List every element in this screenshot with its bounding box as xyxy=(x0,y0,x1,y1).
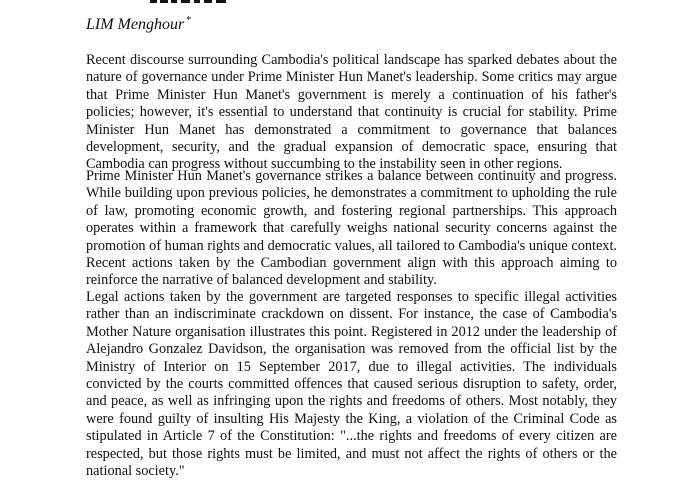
cut-off-title-fragment xyxy=(150,0,230,3)
body-paragraph-2: Prime Minister Hun Manet's governance strikes a balance between continuity and progress. While building upon previous policies, he demonstrates a commitment to upholding the rule of law, promoting economic growth, and fostering regional partnerships. This approach operates within a framework that carefully weighs national security concerns against the promotion of human rights and democratic values, all tailored to Cambodia's unique context. Recent actions taken by the Cambodian government align with this approach aiming to reinforce the narrative of balanced development and stability. xyxy=(86,168,617,289)
body-paragraph-3: Legal actions taken by the government are targeted responses to specific illegal activities rather than an indiscriminate crackdown on dissent. For instance, the case of Cambodia's Mother Nature organisation illustrates this point. Registered in 2012 under the leadership of Alejandro Gonzalez Davidson, the organisation was removed from the official list by the Ministry of Interior on 15 September 2017, due to illegal activities. The individuals convicted by the courts committed offences that caused serious disruption to safety, order, and peace, as well as infringing upon the rights and freedoms of others. Most notably, they were found guilty of insulting His Majesty the King, a violation of the Criminal Code as stipulated in Article 7 of the Constitution: "...the rights and freedoms of every citizen are respected, but those rights must be limited, and must not affect the rights of others or the national society." xyxy=(86,289,617,480)
author-line xyxy=(86,15,191,35)
author-footnote-mark: * xyxy=(186,14,192,26)
body-paragraph-1: Recent discourse surrounding Cambodia's political landscape has sparked debates about the nature of governance under Prime Minister Hun Manet's leadership. Some critics may argue that Prime Minister Hun Manet's government is merely a continuation of his father's policies; however, it's essential to understand that continuity is crucial for stability. Prime Minister Hun Manet has demonstrated a commitment to governance that balances development, security, and the gradual expansion of democratic space, ensuring that Cambodia can progress without succumbing to the instability seen in other regions. xyxy=(86,52,617,173)
author-name: LIM Menghour xyxy=(86,16,185,33)
